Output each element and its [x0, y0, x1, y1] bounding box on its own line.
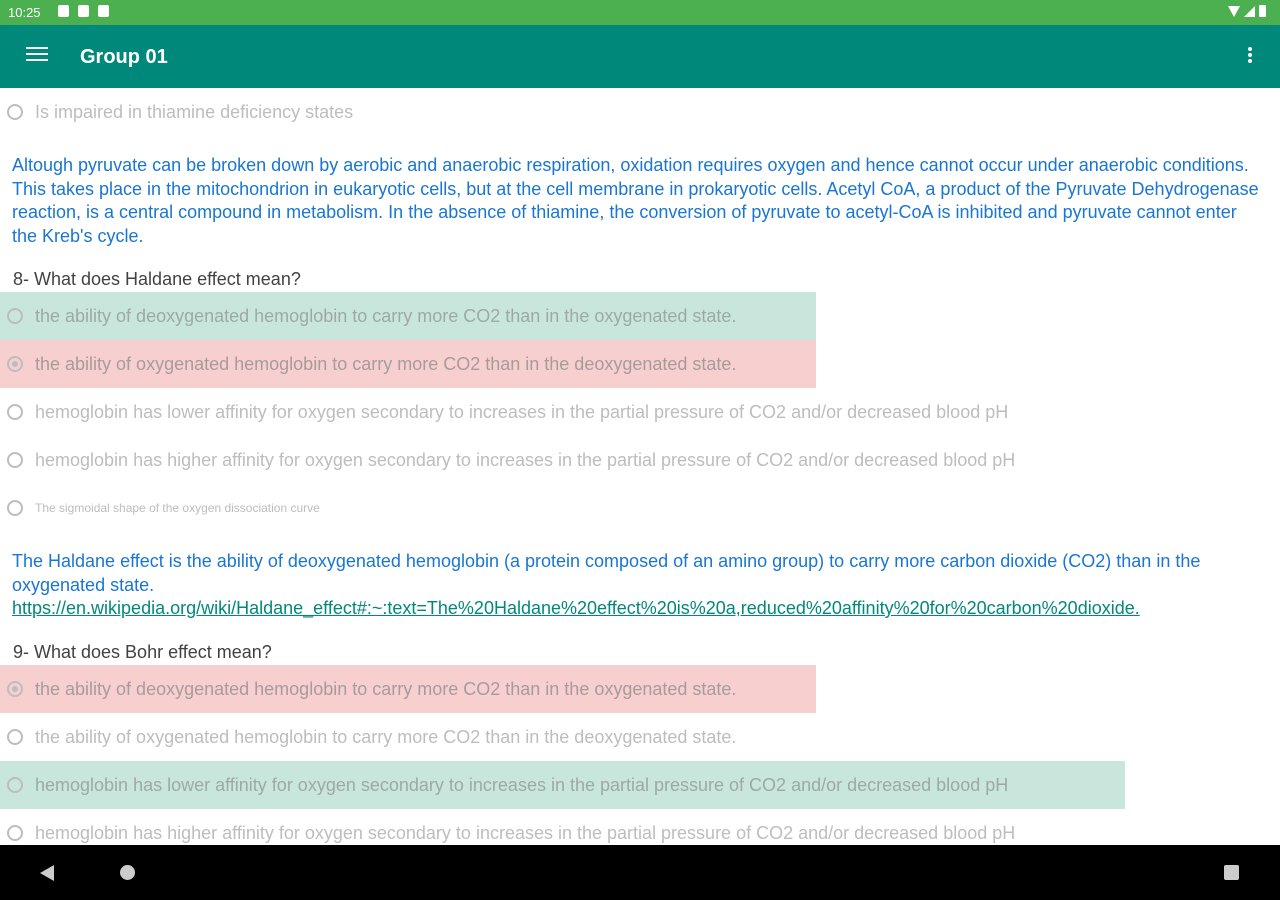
signal-icon	[1244, 6, 1255, 17]
status-bar	[0, 0, 1280, 25]
answer-option[interactable]	[0, 436, 1015, 484]
answer-option[interactable]	[0, 484, 320, 532]
explanation-text: The Haldane effect is the ability of deoxygenated hemoglobin (a protein composed of an amino group) to carry more carbon dioxide (CO2) than in the oxygenated state. https://en.wikipedia.org/wiki/Haldane_effect#:~:text=The%20Haldane%20effect%20is%20a,reduced%20affinity%20for%20carbon%20dioxide.	[12, 551, 1201, 618]
notification-icons	[58, 5, 109, 17]
option-label: hemoglobin has higher affinity for oxygen secondary to increases in the partial pressure of CO2 and/or decreased blood pH	[35, 449, 1016, 470]
notification-icon	[58, 5, 69, 17]
explanation-text: Altough pyruvate can be broken down by aerobic and anaerobic respiration, oxidation requires oxygen and hence cannot occur under anaerobic conditions. This takes place in the mitochondrion in eukaryotic cells, but at the cell membrane in prokaryotic cells. Acetyl CoA, a product of the Pyruvate Dehydrogenase reaction, is a central compound in metabolism. In the absence of thiamine, the conversion of pyruvate to acetyl-CoA is inhibited and pyruvate cannot enter the Kreb's cycle.	[12, 155, 1259, 246]
question-title: 9- What does Bohr effect mean?	[13, 642, 272, 662]
more-options-icon[interactable]	[1242, 47, 1258, 67]
answer-option[interactable]	[0, 809, 1015, 845]
option-label: the ability of deoxygenated hemoglobin to carry more CO2 than in the oxygenated state.	[35, 305, 737, 326]
answer-option-correct[interactable]	[0, 292, 816, 340]
answer-option[interactable]	[0, 88, 353, 136]
menu-icon[interactable]	[26, 47, 48, 65]
answer-option-correct[interactable]	[0, 761, 1125, 809]
system-icons	[1228, 5, 1266, 17]
battery-icon	[1259, 5, 1266, 17]
answer-option-wrong[interactable]	[0, 665, 816, 713]
download-icon	[98, 5, 109, 17]
answer-option-wrong[interactable]	[0, 340, 816, 388]
option-label: The sigmoidal shape of the oxygen dissociation curve	[35, 501, 320, 515]
radio-button[interactable]	[7, 729, 23, 745]
option-label: hemoglobin has higher affinity for oxygen secondary to increases in the partial pressure of CO2 and/or decreased blood pH	[35, 822, 1016, 843]
radio-button[interactable]	[7, 777, 23, 793]
navigation-bar	[0, 845, 1280, 900]
option-label: Is impaired in thiamine deficiency states	[35, 101, 354, 122]
wifi-icon	[1228, 6, 1240, 17]
radio-button[interactable]	[7, 104, 23, 120]
radio-button-selected[interactable]	[7, 356, 23, 372]
home-icon[interactable]	[120, 865, 135, 880]
option-label: hemoglobin has lower affinity for oxygen secondary to increases in the partial pressure of CO2 and/or decreased blood pH	[35, 774, 1009, 795]
radio-button[interactable]	[7, 404, 23, 420]
answer-option[interactable]	[0, 388, 1008, 436]
option-label: hemoglobin has lower affinity for oxygen secondary to increases in the partial pressure of CO2 and/or decreased blood pH	[35, 401, 1009, 422]
quiz-content[interactable]	[0, 88, 1280, 845]
wikipedia-link[interactable]: https://en.wikipedia.org/wiki/Haldane_effect#:~:text=The%20Haldane%20effect%20is%20a,reduced%20affinity%20for%20carbon%20dioxide.	[12, 598, 1140, 618]
answer-option[interactable]	[0, 713, 736, 761]
radio-button-selected[interactable]	[7, 681, 23, 697]
question-title: 8- What does Haldane effect mean?	[13, 269, 301, 289]
app-bar	[0, 25, 1280, 88]
radio-button[interactable]	[7, 452, 23, 468]
back-icon[interactable]	[40, 865, 54, 881]
status-time: 10:25	[8, 5, 41, 20]
recents-icon[interactable]	[1224, 865, 1239, 880]
option-label: the ability of deoxygenated hemoglobin to carry more CO2 than in the oxygenated state.	[35, 678, 737, 699]
radio-button[interactable]	[7, 308, 23, 324]
page-title: Group 01	[80, 46, 168, 68]
radio-button[interactable]	[7, 500, 23, 516]
option-label: the ability of oxygenated hemoglobin to carry more CO2 than in the deoxygenated state.	[35, 726, 737, 747]
sd-card-icon	[78, 5, 89, 17]
radio-button[interactable]	[7, 825, 23, 841]
option-label: the ability of oxygenated hemoglobin to carry more CO2 than in the deoxygenated state.	[35, 353, 737, 374]
